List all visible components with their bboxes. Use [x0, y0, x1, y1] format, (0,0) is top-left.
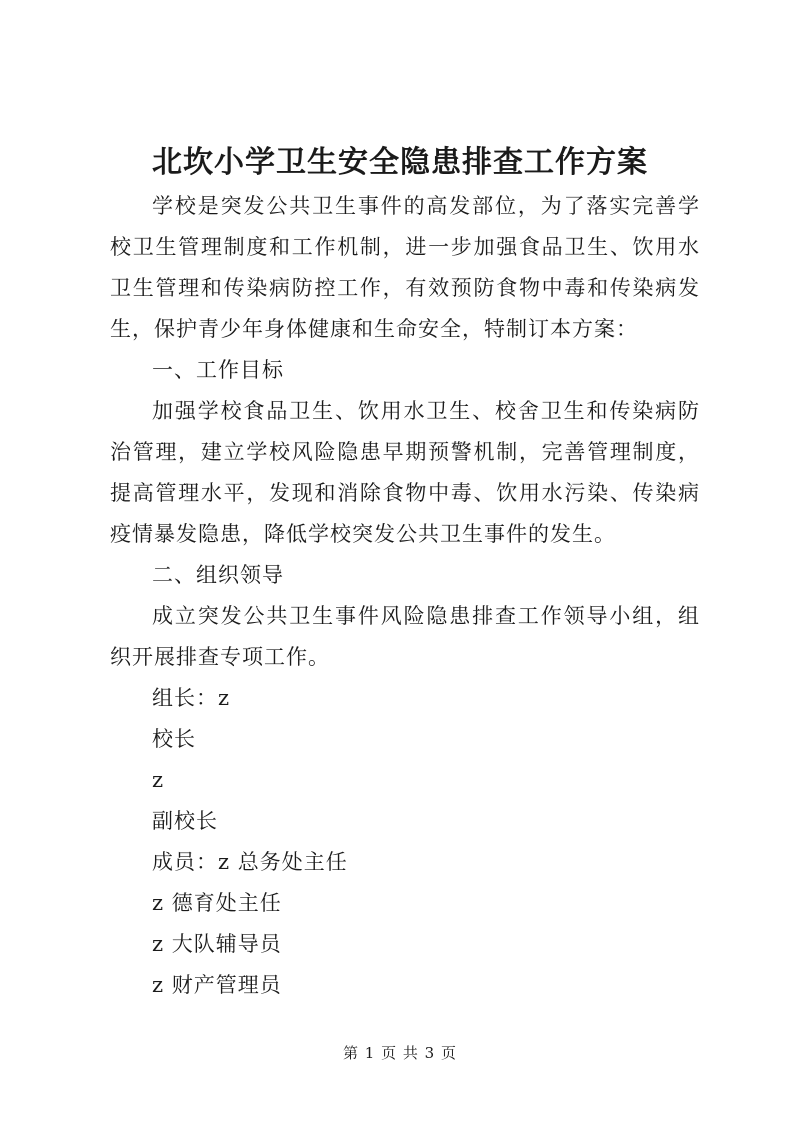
member-line: z 财产管理员 [152, 973, 282, 997]
intro-paragraph: 学校是突发公共卫生事件的高发部位，为了落实完善学校卫生管理制度和工作机制，进一步加强食品卫生、饮用水卫生管理和传染病防控工作，有效预防食物中毒和传染病发生，保护青少年身体健康和生命安全，特制订本方案： [110, 194, 700, 341]
member-line: z 大队辅导员 [152, 932, 282, 956]
deputy-role: 副校长 [152, 809, 218, 833]
page-indicator: 第 1 页 共 3 页 [343, 1044, 457, 1062]
section-heading-organization: 二、组织领导 [152, 563, 284, 587]
leader-role: 校长 [152, 727, 196, 751]
member-line: 成员：z 总务处主任 [152, 850, 348, 874]
goals-paragraph: 加强学校食品卫生、饮用水卫生、校舍卫生和传染病防治管理，建立学校风险隐患早期预警机制，完善管理制度，提高管理水平，发现和消除食物中毒、饮用水污染、传染病疫情暴发隐患，降低学校突发公共卫生事件的发生。 [110, 399, 700, 546]
document-title: 北坎小学卫生安全隐患排查工作方案 [152, 145, 648, 180]
deputy-name: z [152, 768, 165, 792]
leader-line: 组长：z [152, 686, 231, 710]
document-body [110, 186, 700, 1006]
section-heading-goals: 一、工作目标 [152, 358, 284, 382]
organization-paragraph: 成立突发公共卫生事件风险隐患排查工作领导小组，组织开展排查专项工作。 [110, 604, 700, 669]
member-line: z 德育处主任 [152, 891, 282, 915]
